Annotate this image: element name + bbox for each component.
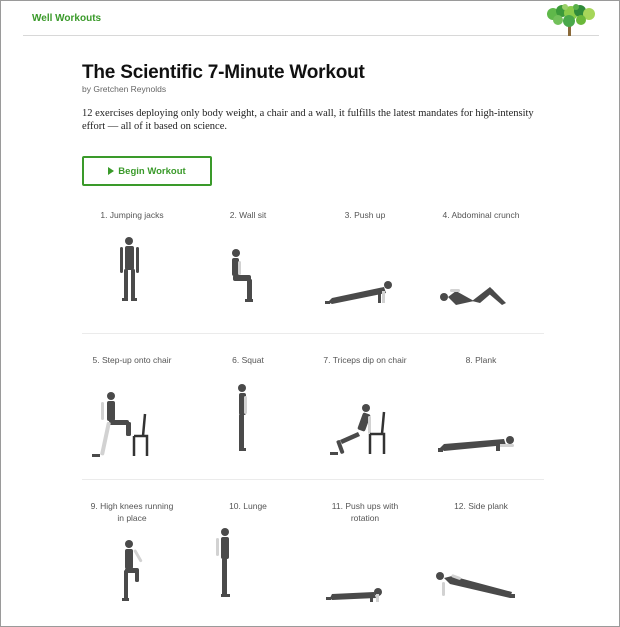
row-divider bbox=[82, 333, 544, 334]
page-title: The Scientific 7-Minute Workout bbox=[82, 62, 365, 83]
high-knees-figure-icon bbox=[77, 534, 187, 614]
exercise-label: 12. Side plank bbox=[454, 501, 508, 511]
triceps-dip-figure-icon bbox=[310, 376, 420, 466]
byline: by Gretchen Reynolds bbox=[82, 84, 167, 94]
exercise-high-knees[interactable] bbox=[77, 500, 187, 615]
exercise-label: 8. Plank bbox=[465, 355, 497, 365]
play-icon bbox=[108, 167, 114, 175]
exercise-plank[interactable] bbox=[426, 354, 536, 464]
step-up-figure-icon bbox=[77, 376, 187, 466]
exercise-squat[interactable] bbox=[193, 354, 303, 464]
begin-workout-button[interactable] bbox=[82, 156, 212, 186]
exercise-side-plank[interactable] bbox=[426, 500, 536, 615]
exercise-label: 7. Triceps dip on chair bbox=[323, 355, 407, 365]
squat-figure-icon bbox=[193, 376, 303, 466]
exercise-label: 4. Abdominal crunch bbox=[442, 210, 520, 220]
brand-link[interactable]: Well Workouts bbox=[32, 13, 102, 24]
exercise-label: 11. Push ups with rotation bbox=[331, 501, 399, 523]
top-bar bbox=[23, 1, 599, 36]
exercise-label: 5. Step-up onto chair bbox=[92, 355, 172, 365]
exercise-wall-sit[interactable] bbox=[193, 209, 303, 319]
exercise-step-up-onto-chair[interactable] bbox=[77, 354, 187, 464]
exercise-label: 1. Jumping jacks bbox=[100, 210, 164, 220]
exercise-jumping-jacks[interactable] bbox=[77, 209, 187, 319]
exercise-label: 6. Squat bbox=[232, 355, 264, 365]
tree-logo-icon[interactable] bbox=[543, 4, 599, 36]
exercise-push-ups-with-rotation[interactable] bbox=[310, 500, 420, 615]
wall-sit-figure-icon bbox=[193, 231, 303, 316]
abdominal-crunch-figure-icon bbox=[426, 231, 536, 316]
row-divider bbox=[82, 479, 544, 480]
jumping-jacks-figure-icon bbox=[77, 231, 187, 316]
lunge-figure-icon bbox=[193, 522, 303, 607]
exercise-label: 3. Push up bbox=[344, 210, 386, 220]
plank-figure-icon bbox=[426, 376, 536, 466]
exercise-lunge[interactable] bbox=[193, 500, 303, 615]
begin-workout-label: Begin Workout bbox=[118, 165, 186, 177]
side-plank-figure-icon bbox=[426, 522, 536, 607]
push-up-figure-icon bbox=[310, 231, 420, 316]
exercise-label: 9. High knees running in place bbox=[90, 501, 174, 523]
push-up-rotation-figure-icon bbox=[310, 534, 420, 614]
article-description: 12 exercises deploying only body weight, a chair and a wall, it fulfills the latest mandates for high-intensity effort — all of it based on science. bbox=[82, 108, 534, 132]
exercise-push-up[interactable] bbox=[310, 209, 420, 319]
exercise-triceps-dip-on-chair[interactable] bbox=[310, 354, 420, 464]
exercise-label: 2. Wall sit bbox=[229, 210, 267, 220]
exercise-label: 10. Lunge bbox=[229, 501, 267, 511]
exercise-abdominal-crunch[interactable] bbox=[426, 209, 536, 319]
